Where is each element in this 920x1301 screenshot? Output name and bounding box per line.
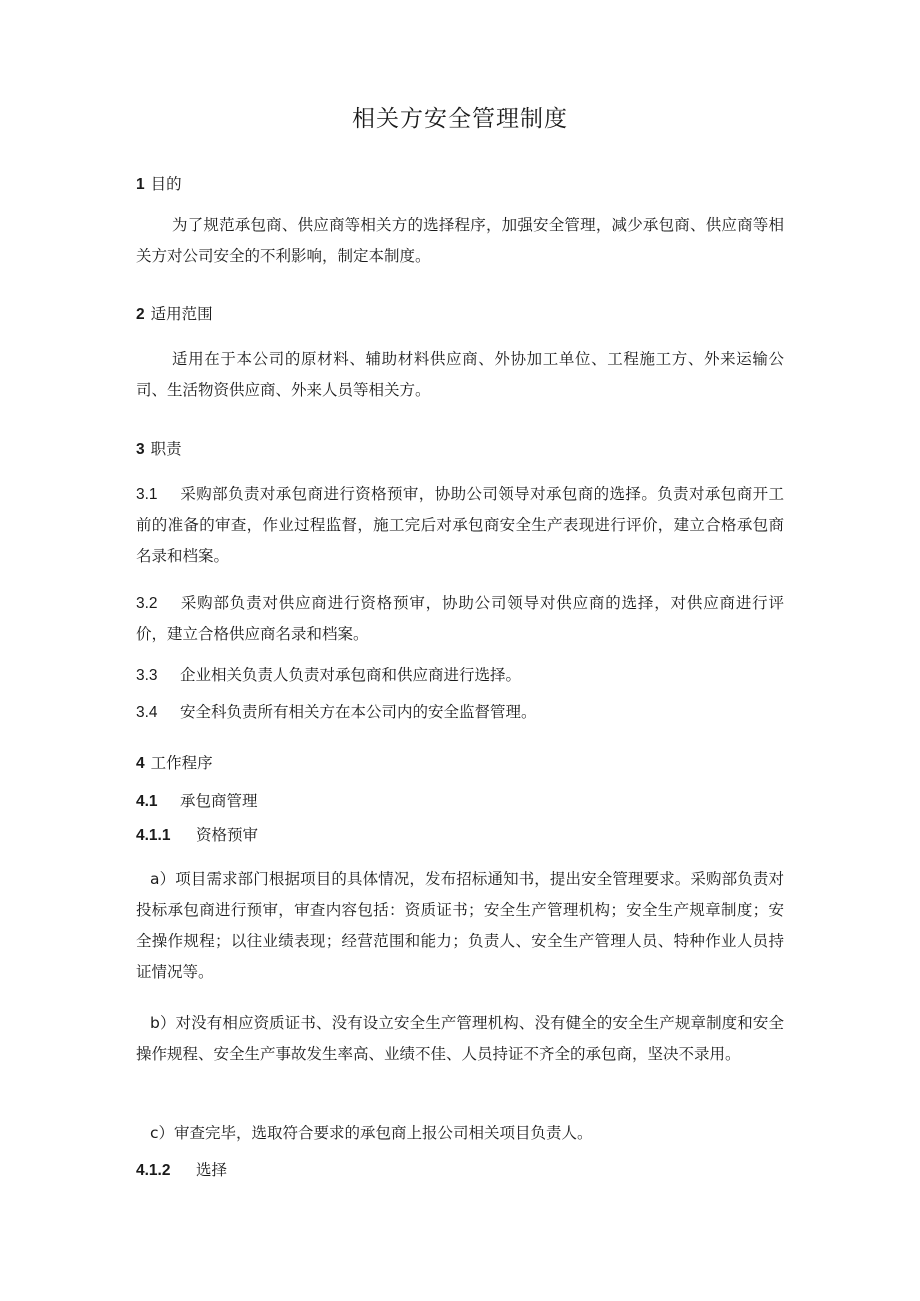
prequal-item-a: a）项目需求部门根据项目的具体情况，发布招标通知书，提出安全管理要求。采购部负责对投标承包商进行预审，审查内容包括：资质证书；安全生产管理机构；安全生产规章制度；安全操作规程；以往业绩表现；经营范围和能力；负责人、安全生产管理人员、特种作业人员持证情况等。 bbox=[136, 870, 784, 981]
subsection-4-1-2-heading bbox=[136, 1158, 227, 1180]
item-text: 企业相关负责人负责对承包商和供应商进行选择。 bbox=[180, 666, 522, 684]
section-4-heading bbox=[136, 751, 213, 773]
item-text: 采购部负责对供应商进行资格预审，协助公司领导对供应商的选择，对供应商进行评价，建立合格供应商名录和档案。 bbox=[136, 594, 784, 643]
section-title: 职责 bbox=[150, 440, 182, 458]
item-text: 采购部负责对承包商进行资格预审，协助公司领导对承包商的选择。负责对承包商开工前的准备的审查，作业过程监督，施工完后对承包商安全生产表现进行评价，建立合格承包商名录和档案。 bbox=[136, 485, 784, 565]
item-number: 3.3 bbox=[136, 667, 158, 684]
section-title: 工作程序 bbox=[150, 754, 213, 772]
subsection-number: 4.1.2 bbox=[136, 1162, 171, 1179]
subsection-4-1-heading bbox=[136, 789, 258, 811]
duty-item-3-3 bbox=[136, 660, 784, 691]
duty-item-3-4 bbox=[136, 697, 784, 728]
section-number: 2 bbox=[136, 306, 145, 323]
duty-item-3-2 bbox=[136, 588, 784, 650]
subsection-number: 4.1 bbox=[136, 793, 158, 810]
section-2-heading bbox=[136, 302, 213, 324]
item-text: 安全科负责所有相关方在本公司内的安全监督管理。 bbox=[180, 703, 537, 721]
section-title: 适用范围 bbox=[150, 305, 213, 323]
item-number: 3.4 bbox=[136, 704, 158, 721]
section-number: 3 bbox=[136, 441, 145, 458]
section-1-heading bbox=[136, 172, 182, 194]
item-number: 3.1 bbox=[136, 486, 158, 503]
section-3-heading bbox=[136, 437, 182, 459]
subsection-number: 4.1.1 bbox=[136, 827, 171, 844]
prequal-item-b: b）对没有相应资质证书、没有设立安全生产管理机构、没有健全的安全生产规章制度和安全操作规程、安全生产事故发生率高、业绩不佳、人员持证不齐全的承包商，坚决不录用。 bbox=[136, 1014, 784, 1063]
prequal-item-c: c）审查完毕，选取符合要求的承包商上报公司相关项目负责人。 bbox=[150, 1124, 593, 1142]
subsection-title: 资格预审 bbox=[196, 826, 259, 844]
item-number: 3.2 bbox=[136, 595, 158, 612]
subsection-4-1-1-heading bbox=[136, 823, 258, 845]
document-title: 相关方安全管理制度 bbox=[352, 106, 568, 132]
subsection-title: 选择 bbox=[196, 1161, 228, 1179]
section-number: 1 bbox=[136, 176, 145, 193]
section-number: 4 bbox=[136, 755, 145, 772]
subsection-title: 承包商管理 bbox=[180, 792, 258, 810]
duty-item-3-1 bbox=[136, 479, 784, 572]
section-title: 目的 bbox=[150, 175, 182, 193]
section-1-body: 为了规范承包商、供应商等相关方的选择程序，加强安全管理，减少承包商、供应商等相关方对公司安全的不利影响，制定本制度。 bbox=[136, 216, 784, 265]
section-2-body: 适用在于本公司的原材料、辅助材料供应商、外协加工单位、工程施工方、外来运输公司、生活物资供应商、外来人员等相关方。 bbox=[136, 350, 784, 399]
